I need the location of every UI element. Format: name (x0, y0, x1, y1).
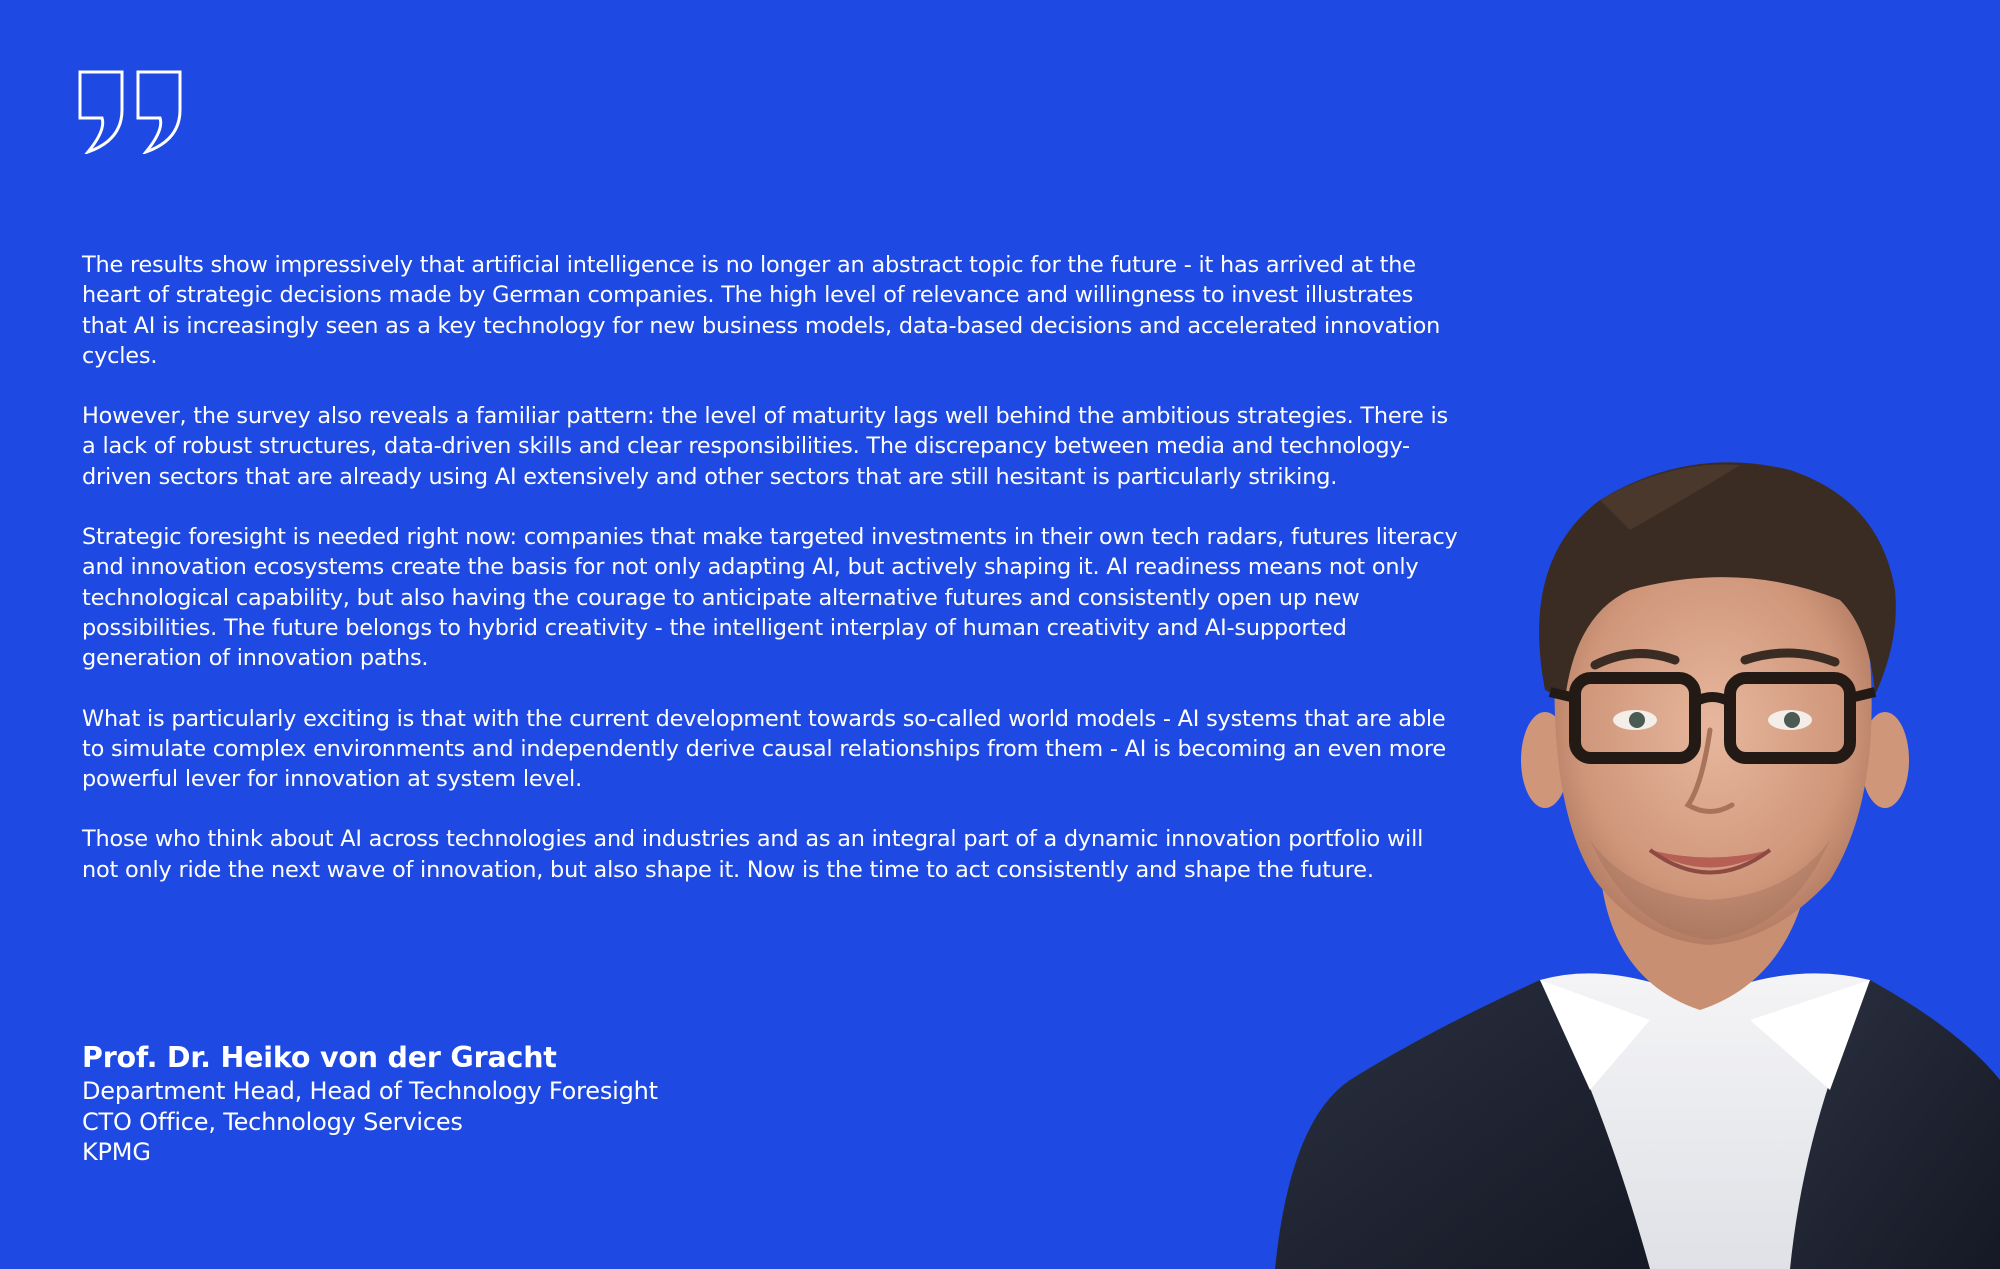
author-department: CTO Office, Technology Services (82, 1107, 463, 1136)
closing-quote-icon (78, 70, 182, 154)
author-attribution (82, 1040, 882, 1168)
author-organization: KPMG (82, 1138, 151, 1166)
quote-paragraph-5: Those who think about AI across technologies and industries and as an integral part of a dynamic innovation portfolio will not only ride the next wave of innovation, but also shape it. Now is the time to act consistently and shape the future. (82, 826, 1424, 883)
quote-text (82, 250, 1462, 915)
author-role: Department Head, Head of Technology Foresight (82, 1077, 658, 1105)
quote-paragraph-2: However, the survey also reveals a familiar pattern: the level of maturity lags well behind the ambitious strategies. There is a lack of robust structures, data-driven skills and clear responsibilities. The discrepancy between media and technology-driven sectors that are already using AI extensively and other sectors that are still hesitant is particularly striking. (82, 403, 1448, 490)
quote-paragraph-3: Strategic foresight is needed right now: companies that make targeted investments in their own tech radars, futures literacy and innovation ecosystems create the basis for not only adapting AI, but actively shaping it. AI readiness means not only technological capability, but also having the courage to anticipate alternative futures and consistently open up new possibilities. The future belongs to hybrid creativity - the intelligent interplay of human creativity and AI-supported generation of innovation paths. (82, 524, 1458, 672)
author-portrait-photo (1270, 440, 2000, 1269)
quote-paragraph-4: What is particularly exciting is that with the current development towards so-called world models - AI systems that are able to simulate complex environments and independently derive causal relationships from them - AI is becoming an even more powerful lever for innovation at system level. (82, 705, 1446, 793)
quote-paragraph-1: The results show impressively that artificial intelligence is no longer an abstract topic for the future - it has arrived at the heart of strategic decisions made by German companies. The high level of relevance and willingness to invest illustrates that AI is increasingly seen as a key technology for new business models, data-based decisions and accelerated innovation cycles. (82, 252, 1441, 369)
author-name: Prof. Dr. Heiko von der Gracht (82, 1041, 557, 1074)
